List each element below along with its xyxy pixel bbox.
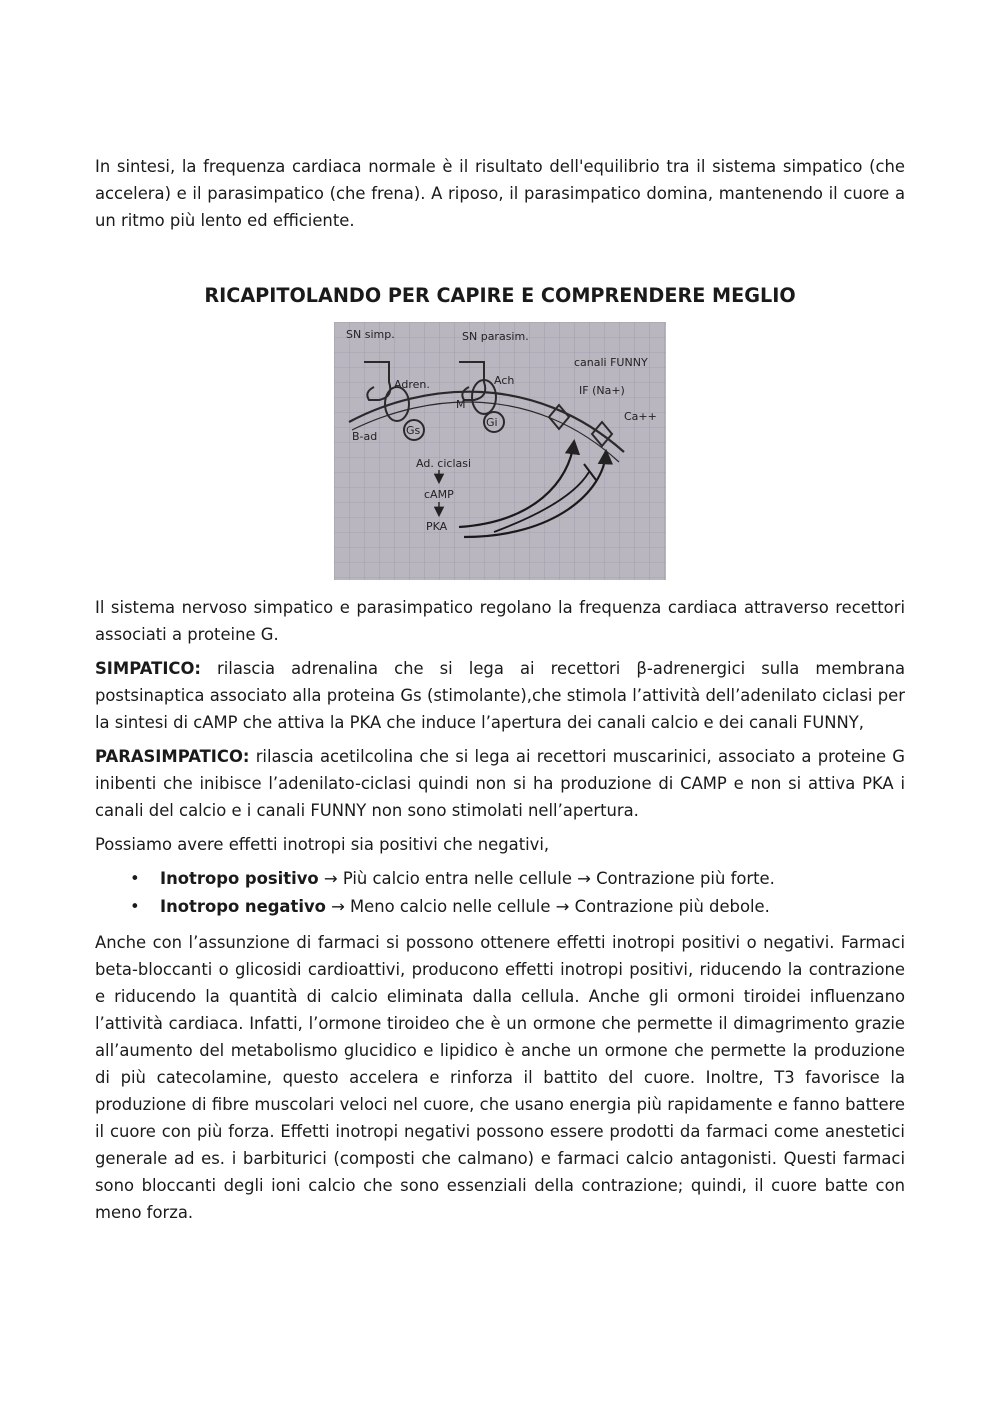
paragraph-receptors: Il sistema nervoso simpatico e parasimpatico regolano la frequenza cardiaca attraverso recettori associati a proteine G. <box>95 598 905 644</box>
list-item <box>130 893 905 921</box>
paragraph-simpatico <box>95 655 905 736</box>
fig-label-beta: B-ad <box>352 430 378 443</box>
bullet-icon: • <box>130 869 140 888</box>
fig-label-pka: PKA <box>426 520 448 533</box>
list-item-label: Inotropo negativo <box>160 897 326 916</box>
intro-paragraph: In sintesi, la frequenza cardiaca normale è il risultato dell'equilibrio tra il sistema simpatico (che accelera) e il parasimpatico (che frena). A riposo, il parasimpatico domina, mantenendo il cuore a un ritmo più lento ed efficiente. <box>95 157 905 230</box>
list-item-label: Inotropo positivo <box>160 869 319 888</box>
list-item-text: → Più calcio entra nelle cellule → Contrazione più forte. <box>318 869 775 888</box>
section-heading: RICAPITOLANDO PER CAPIRE E COMPRENDERE MEGLIO <box>204 284 796 307</box>
parasimpatico-label: PARASIMPATICO: <box>95 747 250 766</box>
fig-label-sn-simp: SN simp. <box>346 328 395 341</box>
simpatico-text: rilascia adrenalina che si lega ai recettori β-adrenergici sulla membrana postsinaptica associato alla proteina Gs (stimolante),che stimola l’attività dell’adenilato ciclasi per la sintesi di cAMP che attiva la PKA che induce l’apertura dei canali calcio e dei canali FUNNY, <box>95 659 905 732</box>
fig-label-ca: Ca++ <box>624 410 657 423</box>
bullet-icon: • <box>130 897 140 916</box>
fig-label-canali-funny: canali FUNNY <box>574 356 648 369</box>
paragraph-parasimpatico <box>95 743 905 824</box>
parasimpatico-text: rilascia acetilcolina che si lega ai recettori muscarinici, associato a proteine G inibenti che inibisce l’adenilato-ciclasi quindi non si ha produzione di CAMP e non si attiva PKA i canali del calcio e i canali FUNNY non sono stimolati nell’apertura. <box>95 747 905 820</box>
paragraph-effects-intro: Possiamo avere effetti inotropi sia positivi che negativi, <box>95 835 550 854</box>
list-item <box>130 865 905 893</box>
fig-label-if: IF (Na+) <box>579 384 625 397</box>
fig-label-camp: cAMP <box>424 488 454 501</box>
list-item-text: → Meno calcio nelle cellule → Contrazione più debole. <box>325 897 770 916</box>
page-content <box>95 153 905 1233</box>
fig-label-gs: Gs <box>406 424 421 437</box>
fig-label-sn-parasimp: SN parasim. <box>462 330 529 343</box>
fig-label-ad-ciclasi: Ad. ciclasi <box>416 457 472 470</box>
paragraph-drugs: Anche con l’assunzione di farmaci si possono ottenere effetti inotropi positivi o negativi. Farmaci beta-bloccanti o glicosidi cardioattivi, producono effetti inotropi positivi, riducendo la contrazione e riducendo la quantità di calcio eliminata dalla cellula. Anche gli ormoni tiroidei influenzano l’attività cardiaca. Infatti, l’ormone tiroideo che è un ormone che permette il dimagrimento grazie all’aumento del metabolismo glucidico e lipidico è anche un ormone che permette la produzione di più catecolamine, questo accelera e rinforza il battito del cuore. Inoltre, T3 favorisce la produzione di fibre muscolari veloci nel cuore, che usano energia più rapidamente e fanno battere il cuore con più forza. Effetti inotropi negativi possono essere prodotti da farmaci come anestetici generale ad es. i barbiturici (composti che calmano) e farmaci calcio antagonisti. Questi farmaci sono bloccanti degli ioni calcio che sono essenziali della contrazione; quindi, il cuore batte con meno forza. <box>95 933 905 1222</box>
simpatico-label: SIMPATICO: <box>95 659 201 678</box>
inotropic-effects-list <box>95 865 905 921</box>
fig-label-gi: Gi <box>486 416 498 429</box>
handwritten-diagram-photo <box>334 322 666 580</box>
fig-label-adrenalina: Adren. <box>394 378 430 391</box>
fig-label-m: M <box>456 398 466 411</box>
fig-label-ach: Ach <box>494 374 515 387</box>
